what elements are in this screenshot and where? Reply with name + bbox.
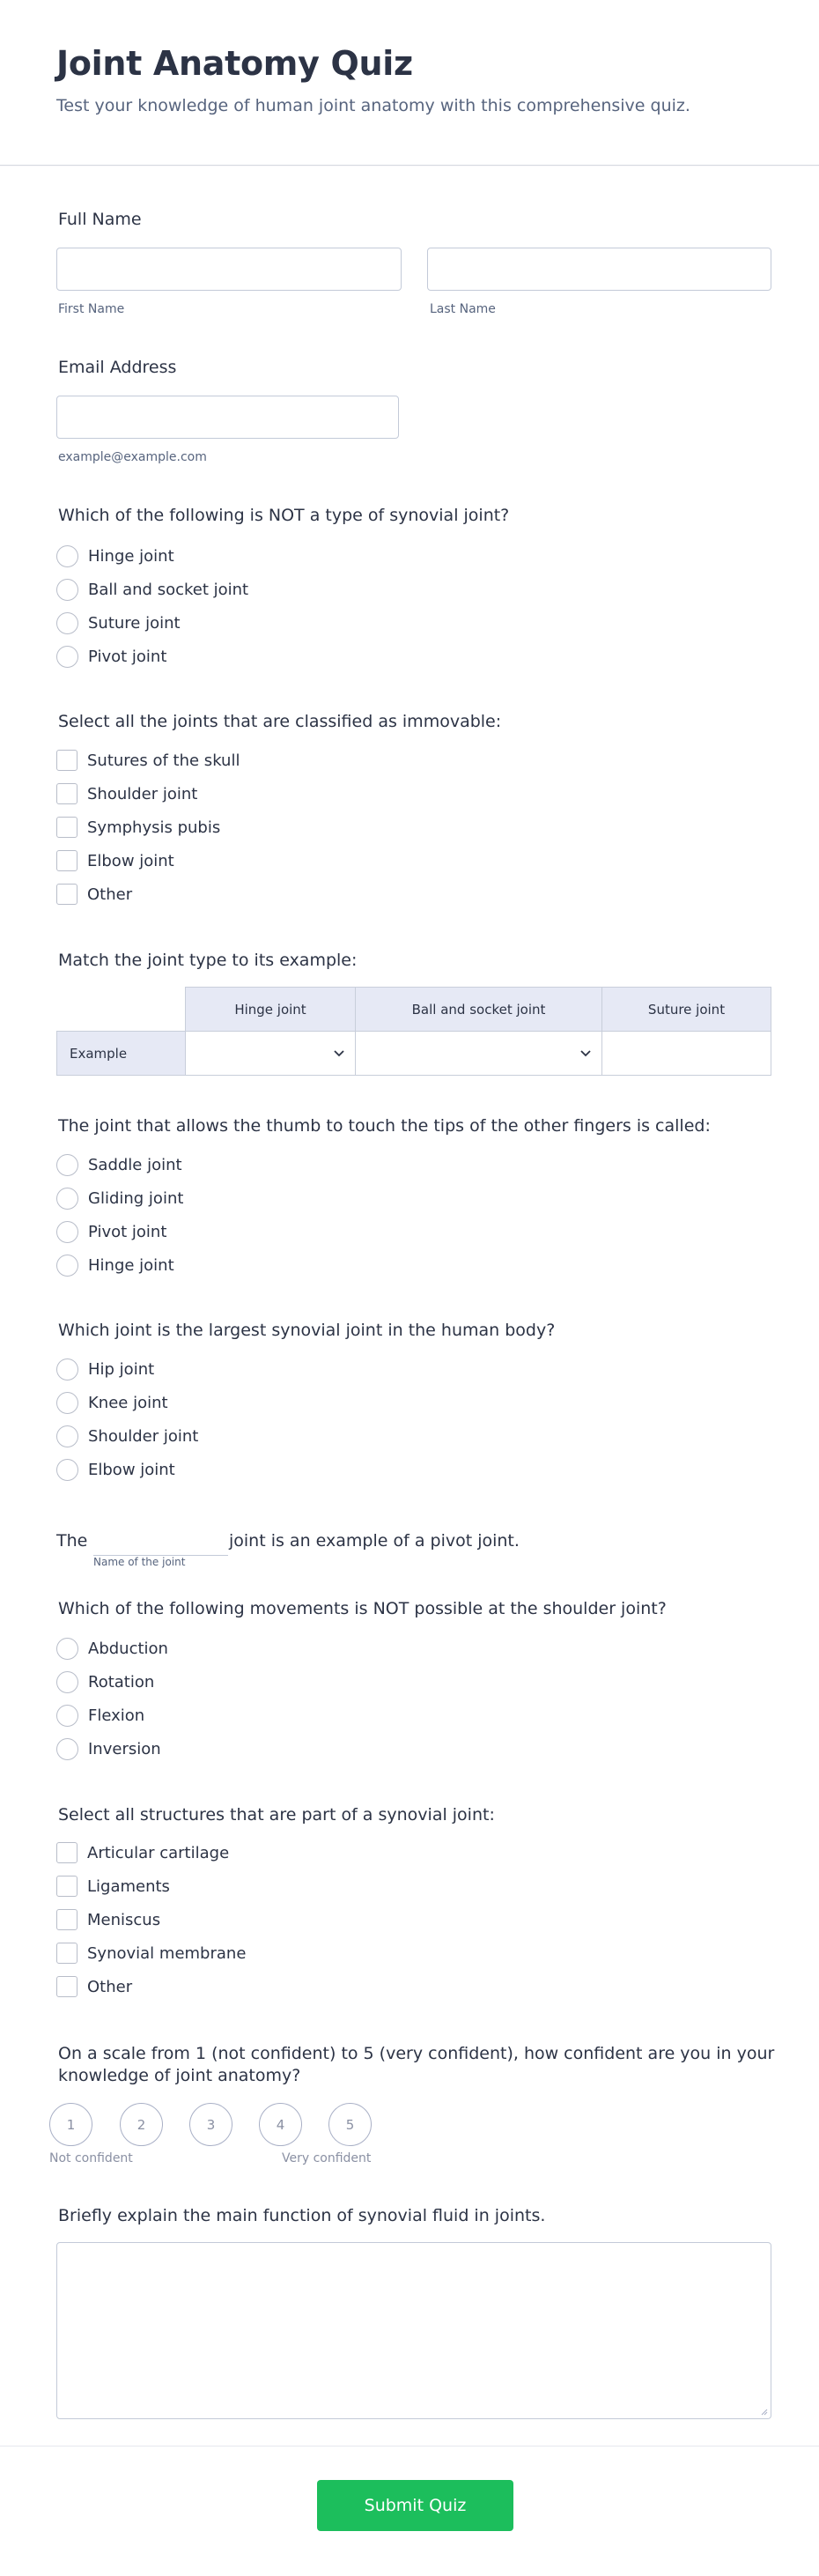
q2-option[interactable]: Other bbox=[56, 881, 132, 907]
form-description: Test your knowledge of human joint anatomy with this comprehensive quiz. bbox=[56, 96, 690, 115]
submit-button[interactable]: Submit Quiz bbox=[317, 2480, 513, 2531]
matrix-row-label: Example bbox=[57, 1032, 186, 1076]
q5-option[interactable]: Shoulder joint bbox=[56, 1423, 198, 1449]
matrix-column-header: Suture joint bbox=[602, 988, 771, 1032]
matrix-column-header: Ball and socket joint bbox=[356, 988, 602, 1032]
matrix-column-header: Hinge joint bbox=[186, 988, 356, 1032]
q5-option[interactable]: Knee joint bbox=[56, 1389, 168, 1416]
radio-button[interactable] bbox=[56, 1188, 78, 1210]
q6-blank-sublabel: Name of the joint bbox=[93, 1556, 186, 1568]
chevron-down-icon bbox=[580, 1050, 591, 1057]
scale-min-label: Not confident bbox=[49, 2151, 133, 2165]
q2-option[interactable]: Elbow joint bbox=[56, 848, 174, 874]
radio-button[interactable] bbox=[56, 579, 78, 601]
radio-button[interactable] bbox=[56, 1392, 78, 1414]
radio-button[interactable] bbox=[56, 612, 78, 634]
q10-question: Briefly explain the main function of synovial fluid in joints. bbox=[58, 2206, 546, 2225]
matrix-select[interactable] bbox=[356, 1032, 602, 1076]
checkbox[interactable] bbox=[56, 750, 77, 771]
radio-button[interactable] bbox=[56, 1255, 78, 1277]
radio-button[interactable] bbox=[56, 1459, 78, 1481]
q1-option[interactable]: Pivot joint bbox=[56, 643, 166, 670]
scale-option-4[interactable]: 4 bbox=[259, 2103, 302, 2146]
q8-option[interactable]: Meniscus bbox=[56, 1906, 160, 1933]
q2-option[interactable]: Shoulder joint bbox=[56, 781, 197, 807]
q7-option[interactable]: Inversion bbox=[56, 1736, 161, 1762]
scale-option-2[interactable]: 2 bbox=[120, 2103, 163, 2146]
radio-button[interactable] bbox=[56, 1358, 78, 1381]
matrix-select[interactable] bbox=[186, 1032, 356, 1076]
q8-question: Select all structures that are part of a synovial joint: bbox=[58, 1805, 495, 1825]
q4-option[interactable]: Gliding joint bbox=[56, 1185, 183, 1211]
last-name-sublabel: Last Name bbox=[430, 302, 496, 316]
q4-question: The joint that allows the thumb to touch the tips of the other fingers is called: bbox=[58, 1116, 711, 1136]
q4-option[interactable]: Hinge joint bbox=[56, 1252, 174, 1278]
q1-option[interactable]: Ball and socket joint bbox=[56, 576, 248, 603]
q7-option[interactable]: Abduction bbox=[56, 1635, 168, 1662]
q4-option[interactable]: Pivot joint bbox=[56, 1218, 166, 1245]
q7-option[interactable]: Rotation bbox=[56, 1669, 154, 1695]
radio-button[interactable] bbox=[56, 1154, 78, 1176]
radio-button[interactable] bbox=[56, 1671, 78, 1693]
q1-option[interactable]: Suture joint bbox=[56, 610, 181, 636]
radio-button[interactable] bbox=[56, 545, 78, 567]
last-name-input[interactable] bbox=[427, 248, 771, 291]
q9-question: On a scale from 1 (not confident) to 5 (very confident), how confident are you in your knowledge of joint anatomy? bbox=[58, 2044, 775, 2085]
q7-option[interactable]: Flexion bbox=[56, 1702, 144, 1728]
q5-question: Which joint is the largest synovial joint in the human body? bbox=[58, 1321, 556, 1340]
q6-blank-input[interactable] bbox=[93, 1534, 228, 1556]
form-title: Joint Anatomy Quiz bbox=[56, 44, 413, 83]
q2-option[interactable]: Symphysis pubis bbox=[56, 814, 220, 840]
radio-button[interactable] bbox=[56, 646, 78, 668]
q7-question: Which of the following movements is NOT possible at the shoulder joint? bbox=[58, 1599, 667, 1618]
scale-option-3[interactable]: 3 bbox=[189, 2103, 232, 2146]
matching-matrix bbox=[56, 987, 771, 1076]
q8-option[interactable]: Ligaments bbox=[56, 1873, 170, 1899]
full-name-label: Full Name bbox=[58, 210, 142, 229]
checkbox[interactable] bbox=[56, 1842, 77, 1863]
q2-question: Select all the joints that are classified as immovable: bbox=[58, 712, 502, 731]
checkbox[interactable] bbox=[56, 850, 77, 871]
first-name-input[interactable] bbox=[56, 248, 402, 291]
form-header bbox=[0, 0, 819, 166]
resize-handle-icon[interactable] bbox=[759, 2407, 768, 2416]
radio-button[interactable] bbox=[56, 1638, 78, 1660]
q4-option[interactable]: Saddle joint bbox=[56, 1151, 182, 1178]
email-input[interactable] bbox=[56, 396, 399, 439]
checkbox[interactable] bbox=[56, 783, 77, 804]
q2-option[interactable]: Sutures of the skull bbox=[56, 747, 240, 774]
checkbox[interactable] bbox=[56, 1909, 77, 1930]
first-name-sublabel: First Name bbox=[58, 302, 125, 316]
radio-button[interactable] bbox=[56, 1425, 78, 1447]
checkbox[interactable] bbox=[56, 1976, 77, 1997]
radio-button[interactable] bbox=[56, 1705, 78, 1727]
q1-question: Which of the following is NOT a type of synovial joint? bbox=[58, 506, 510, 525]
matrix-select[interactable] bbox=[602, 1032, 771, 1076]
checkbox[interactable] bbox=[56, 1876, 77, 1897]
q6-prefix: The bbox=[56, 1531, 88, 1551]
scale-max-label: Very confident bbox=[282, 2151, 372, 2165]
chevron-down-icon bbox=[334, 1050, 344, 1057]
q5-option[interactable]: Elbow joint bbox=[56, 1456, 175, 1483]
checkbox[interactable] bbox=[56, 1943, 77, 1964]
q8-option[interactable]: Other bbox=[56, 1973, 132, 2000]
synovial-fluid-answer-textarea[interactable] bbox=[56, 2242, 771, 2419]
q1-option[interactable]: Hinge joint bbox=[56, 543, 174, 569]
checkbox[interactable] bbox=[56, 884, 77, 905]
q5-option[interactable]: Hip joint bbox=[56, 1356, 154, 1382]
q3-question: Match the joint type to its example: bbox=[58, 951, 358, 970]
checkbox[interactable] bbox=[56, 817, 77, 838]
q6-suffix: joint is an example of a pivot joint. bbox=[229, 1531, 520, 1551]
scale-option-5[interactable]: 5 bbox=[328, 2103, 372, 2146]
scale-option-1[interactable]: 1 bbox=[49, 2103, 92, 2146]
radio-button[interactable] bbox=[56, 1738, 78, 1760]
radio-button[interactable] bbox=[56, 1221, 78, 1243]
email-label: Email Address bbox=[58, 358, 177, 377]
q8-option[interactable]: Articular cartilage bbox=[56, 1839, 229, 1866]
email-sublabel: example@example.com bbox=[58, 450, 207, 464]
q8-option[interactable]: Synovial membrane bbox=[56, 1940, 246, 1966]
